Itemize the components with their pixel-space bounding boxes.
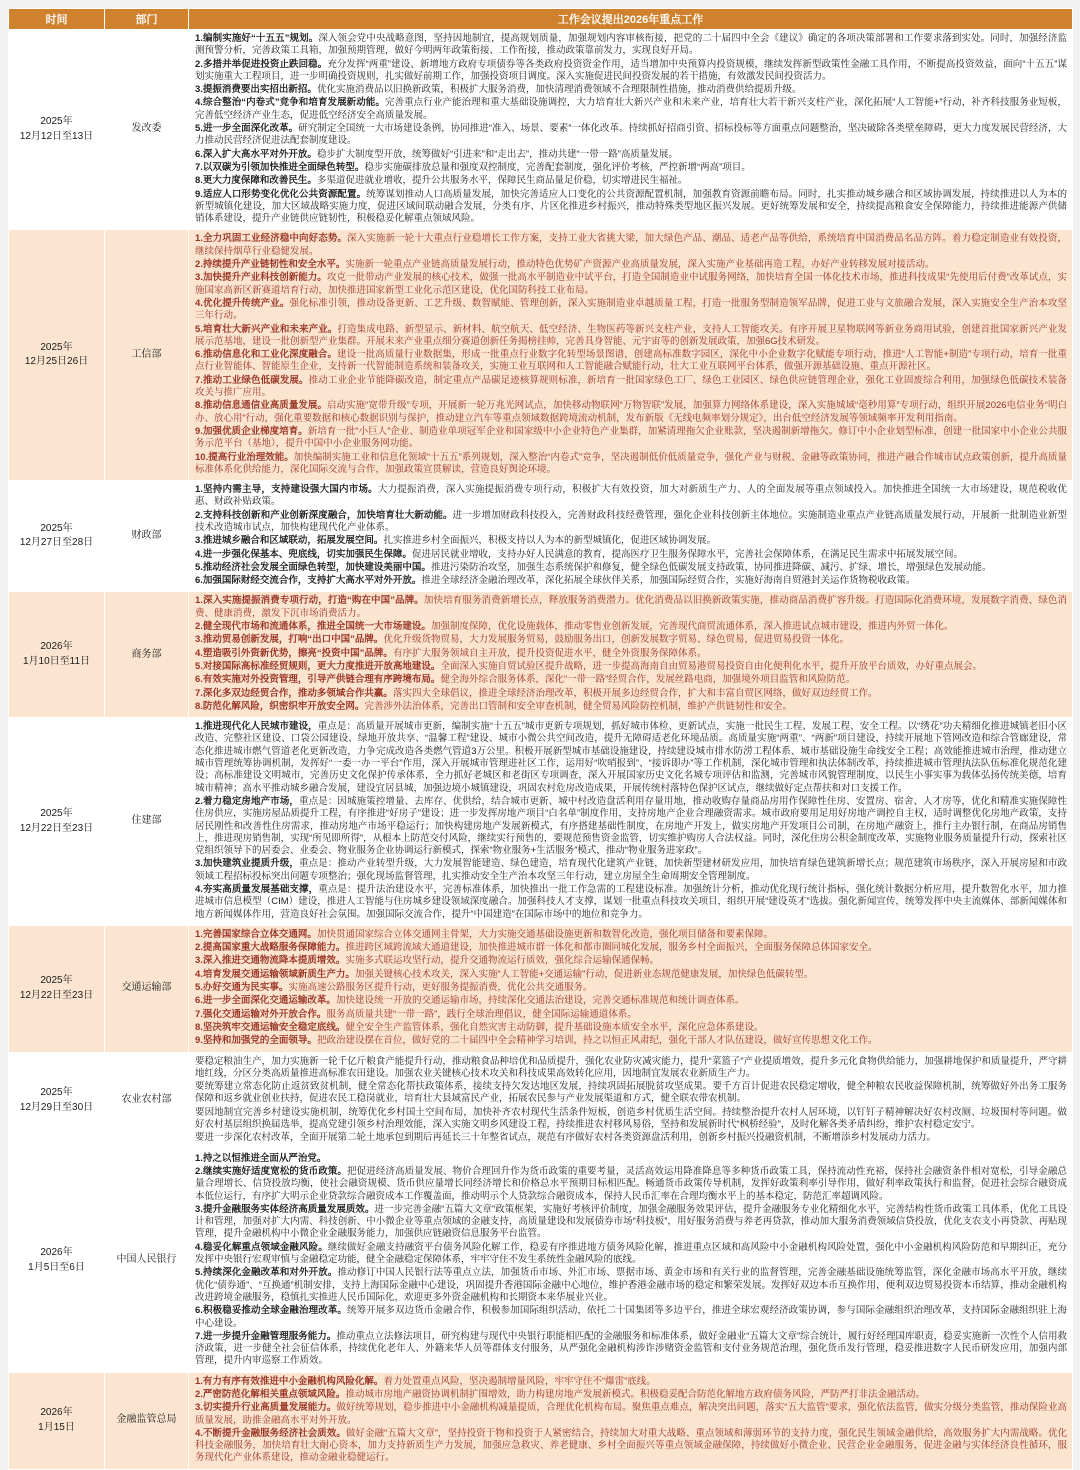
work-item: 4.稳妥化解重点领域金融风险。继续做好金融支持融资平台债务风险化解工作，稳妥有序推进地方债务风险化解，推进重点区域和高风险中小金融机构风险处置，强化中小金融机构风险防范和早期纠正，充分发挥中央银行宏观审慎与金融稳定功能，健全金融稳定保障体系，牢牢守住不发生系统性金融风险的底线。 [195, 1241, 1067, 1266]
work-item: 3.切实提升行业高质量发展能力。做好统筹规划，稳步推进中小金融机构减量提质，合理优化机构布局。聚焦重点难点，解决突出问题，落实“五大监管”要求，强化依法监管，做实分级分类监管，推动保险业高质量发展，助推金融高水平对外开放。 [195, 1402, 1067, 1426]
table-row [9, 925, 1073, 1052]
work-item: 10.提高行业治理效能。加快编制实施工业和信息化领域“十五五”系列规划，深入整治“内卷式”竞争，坚决遏制低价低质量竞争，强化产业与财税、金融等政策协同，推进产融合作城市试点政策创新，提升高质量标准体系化供给能力，深化国际交流与合作，加强政策宣贯解读，营造良好舆论环境。 [195, 451, 1067, 475]
work-item: 6.有效实施对外投资管理，引导产供链合理有序跨境布局。健全海外综合服务体系，深化“一带一路”经贸合作，发展丝路电商，加强境外项目监管和风险防范。 [195, 674, 856, 686]
header-time: 时间 [9, 9, 105, 30]
date-cell: 2025年 12月25日26日 [9, 230, 105, 481]
work-item: 2.着力稳定房地产市场，重点是：因城施策控增量、去库存、优供给，结合城市更新、城中村改造盘活利用存量用地，推动收购存量商品房用作保障性住房、安置房、宿舍、人才房等，优化和精准实施保障性住房供应，实施房屋品质提升工程，有序推进“好房子”建设；进一步发挥房地产项目“白名单”制度作用，支持房地产企业合理融资需求。城市政府要用足用好房地产调控自主权，适时调整优化房地产政策，支持居民刚性和改善性住房需求，推动房地产市场平稳运行；加快构建房地产发展新模式，有序搭建基础性制度，在房地产开发上，做实房地产开发项目公司制，在房地产融资上，推行主办银行制，在商品房销售上，推进现房销售制，实现“所见即所得”，从根本上防范交付风险，继续实行预售的，要规范预售资金监管，切实维护购房人合法权益。同时，深化住房公积金制度改革，实施物业服务质量提升行动，探索社区党组织领导下的居委会、业委会、物业服务企业协调运行新模式，探索“物业服务+生活服务”模式，推动“物业服务进家政”。 [195, 795, 1067, 857]
dept-cell: 工信部 [105, 230, 189, 481]
dept-cell: 商务部 [105, 592, 189, 718]
work-item: 7.进一步提升金融管理服务能力。推动重点立法修法项目，研究构建与现代中央银行职能相匹配的金融服务和标准体系，做好金融业“五篇大文章”综合统计，履行好经理国库职责，稳妥实施新一次性个人信用救济政策，进一步健全社会征信体系，持续优化老年人、外籍来华人员等群体支付服务，从严强化金融机构涉诈涉赌资金监管和支付业务规范治理，强化货币发行管理，稳妥推进数字人民币研发应用，加强内部管理，提升内审巡察工作质效。 [195, 1330, 1067, 1367]
work-item: 4.夯实高质量发展基础支撑，重点是：提升法治建设水平，完善标准体系，加快推出一批工作急需的工程建设标准。加强统计分析，推动优化现行统计指标，强化统计数据分析应用，提升数智化水平，加力推进城市信息模型（CIM）建设，推进人工智能与住房城乡建设领域深度融合。加强科技人才支撑，谋划一批重点科技攻关项目，组织开展“建设英才”选拔。强化新闻宣传，统筹发挥中央主流媒体、部新闻媒体和地方新闻媒体作用，营造良好社会氛围。加强国际交流合作，提升“中国建造”在国际市场中的地位和竞争力。 [195, 884, 1067, 920]
table-row [9, 718, 1073, 926]
table-row [9, 230, 1073, 481]
content-cell [189, 718, 1073, 926]
date-cell: 2025年 12月22日至23日 [9, 718, 105, 926]
work-item: 1.推进现代化人民城市建设，重点是：高质量开展城市更新，编制实施“十五五”城市更新专项规划，抓好城市体检、更新试点，实施一批民生工程、发展工程、安全工程。以“绣花”功夫精细化推进城镇老旧小区改造、完整社区建设、口袋公园建设、绿地开放共享、“温馨工程”建设、城市小微公共空间改造，提升无障碍适老化环境品质。高质量实施“两重”、“两新”项目建设，持续开展地下管网改造和综合管廊建设，常态化推进城市燃气管道老化更新改造，力争完成改造各类燃气管道3万公里。积极开展新型城市基础设施建设，持续建设城市排水防涝工程体系、城市基础设施生命线安全工程；高效能推进城市治理，推动建立城市管理统筹协调机制，发挥好“一委一办一平台”作用，深入开展城市管理进社区工作，运用好“吹哨报到”、“接诉即办”等工作机制，深化城市管理和执法体制改革，持续推进城市管理执法队伍标准化规范化建设；高标准建设文明城市，完善历史文化保护传承体系，全力抓好老城区和老街区专项调查，深入开展国家历史文化名城专项评估和监测，完善城市风貌管理制度，以民生小事实事为载体弘扬传统美德，培育城市精神；高水平推动城乡融合发展，建设宜居县城，加强边境小城镇建设，巩固农村危房改造成果，开展传统村落特色保护区试点，继续做好定点帮扶和对口支援工作。 [195, 721, 1067, 794]
work-item: 2.继续实施好适度宽松的货币政策。把促进经济高质量发展、物价合理回升作为货币政策的重要考量，灵活高效运用降准降息等多种货币政策工具，保持流动性充裕，保持社会融资条件相对宽松，引导金融总量合理增长、信贷投放均衡，使社会融资规模、货币供应量增长同经济增长和价格总水平预期目标相匹配。畅通货币政策传导机制，发挥好政策利率引导作用，做好利率政策执行和监督，促进社会综合融资成本低位运行，有序扩大明示企业贷款综合融资成本工作覆盖面，推动明示个人贷款综合融资成本，保持人民币汇率在合理均衡水平上的基本稳定，防范汇率超调风险。 [195, 1165, 1067, 1202]
work-item: 7.推动工业绿色低碳发展。推动工业企业节能降碳改造，制定重点产品碳足迹核算规则标准，新培育一批国家绿色工厂、绿色工业园区、绿色供应链管理企业，强化工业固废综合利用，加强绿色低碳技术装备攻关与推广应用。 [195, 374, 1067, 399]
work-item: 8.推动信息通信业高质量发展。启动实施“宽带升级”专项，开展新一轮万兆光网试点，加快移动物联网“万物智联”发展，加强算力网络体系建设，深入实施城域“毫秒用算”专项行动，组织开展2026电信业务“明白办、放心用”行动，强化重要数据和核心数据识别与保护，推动建立汽车等重点领域数据跨境流动机制，发布新版《无线电频率划分规定》，出台低空经济发展等领域频率开发利用指南。 [195, 400, 1067, 424]
table-row [9, 30, 1073, 230]
work-item: 7.深化多双边经贸合作，推动多领域合作共赢。落实四大全球倡议，推进全球经济治理改革，积极开展多边经贸合作，扩大和丰富自贸区网络，做好双边经贸工作。 [195, 687, 878, 699]
content-cell [189, 925, 1073, 1052]
work-item: 7.强化交通运输对外开放合作。服务高质量共建“一带一路”，践行全球治理倡议，健全国际运输通道体系。 [195, 1008, 637, 1020]
work-item: 7.以双碳为引领加快推进全面绿色转型。稳步实施碳排放总量和强度双控制度，完善配套制度，强化评价考核，严控新增“两高”项目。 [195, 161, 751, 173]
work-item: 6.进一步全面深化交通运输改革。加快建设统一开放的交通运输市场，持续深化交通法治建设，完善交通标准规范和统计调查体系。 [195, 995, 745, 1007]
work-item: 6.加强国际财经交流合作，支持扩大高水平对外开放。推进全球经济金融治理改革，深化拓展全球伙伴关系，加强国际经贸合作，实施好海南自贸港封关运作货物税收政策。 [195, 575, 916, 587]
work-item: 9.加强优质企业梯度培育。新培育一批“小巨人”企业、制造业单项冠军企业和国家级中小企业特色产业集群，加紧清理拖欠企业账款，坚决遏制新增拖欠。修订中小企业划型标准，创建一批国家中小企业公共服务示范平台（基地），提升中国中小企业服务网功能。 [195, 425, 1067, 450]
work-item: 6.推动信息化和工业化深度融合。建设一批高质量行业数据集，形成一批重点行业数字化转型场景图谱，创建高标准数字园区，深化中小企业数字化赋能专项行动，推进“人工智能+制造”专项行动，培育一批重点行业智能体、智能原生企业，支持新一代智能制造系统和装备攻关，实施工业互联网和人工智能融合赋能行动，壮大工业互联网平台体系，做强开源基础设施、重点开源社区。 [195, 349, 1067, 373]
work-item: 9.适应人口形势变化优化公共资源配置。统筹谋划推动人口高质量发展，加快完善适应人口变化的公共资源配置机制，加强教育资源前瞻布局。同时，扎实推动城乡融合和区域协调发展，持续推进以人为本的新型城镇化建设，加大区域战略实施力度，促进区域间联动融合发展，分类有序、片区化推进乡村振兴，推动特殊类型地区振兴发展。更好统筹发展和安全，持续提高粮食安全保障能力，持续推进能源产供储销体系建设，提升产业链供应链韧性，积极稳妥化解重点领域风险。 [195, 188, 1067, 225]
work-item: 4.不断提升金融服务经济社会质效。做好金融“五篇大文章”，坚持投资于物和投资于人紧密结合，持续加大对重大战略、重点领域和薄弱环节的支持力度，强化民生领域金融供给，高效服务扩大内需战略。优化科技金融服务，加快培育壮大耐心资本，加力支持新质生产力发展，加强应急救灾、养老健康、乡村全面振兴等重点领域金融保障，持续做好小微企业、民营企业金融服务，促进金融与实体经济良性循环，服务现代化产业体系建设，推动金融业稳健运行。 [195, 1427, 1067, 1464]
work-item: 2.持续提升产业链韧性和安全水平。实施新一轮重点产业链高质量发展行动，推动特色优势矿产资源产业高质量发展，深入实施产业基础再造工程，办好产业转移发展对接活动。 [195, 259, 935, 271]
work-item: 3.深入推进交通物流降本提质增效。实施多式联运攻坚行动，提升交通物流运行质效，强化综合运输保通保畅。 [195, 955, 659, 967]
work-item: 3.提升金融服务实体经济高质量发展质效。进一步完善金融“五篇大文章”政策框架，实施好考核评价制度，加强金融服务效果评估，提升金融服务专业化精细化水平，完善结构性货币政策工具体系，优化工具设计和管理，加强对扩大内需、科技创新、中小微企业等重点领域的金融支持，高质量建设和发展债券市场“科技板”，用好服务消费与养老再贷款，推动加大服务消费领域信贷投放，优化支农支小再贷款、再贴现管理，提升金融机构中小微企业金融服务能力，加强供应链融资信息服务平台监管。 [195, 1203, 1067, 1240]
date-cell: 2025年 12月27日至28日 [9, 481, 105, 592]
work-item: 2.多措并举促进投资止跌回稳。充分发挥“两重”建设、新增地方政府专项债券等各类政府投资资金作用，适当增加中央预算内投资规模，继续发挥新型政策性金融工具作用，不断提高投资效益，面向“十五五”谋划实施重大工程项目，进一步明确投资规则，扎实做好前期工作，加强投资项目调度。深入实施促进民间投资发展的若干措施，有效激发民间投资活力。 [195, 58, 1067, 82]
work-item: 1.有力有序有效推进中小金融机构风险化解。着力处置重点风险，坚决遏制增量风险，牢牢守住不“爆雷”底线。 [195, 1375, 656, 1387]
work-item: 1.持之以恒推进全面从严治党。 [195, 1152, 327, 1164]
work-item: 要稳定粮油生产，加力实施新一轮千亿斤粮食产能提升行动，推动粮食品种培优和品质提升，强化农业防灾减灾能力，提升“菜篮子”产业提质增效，提升多元化食物供给能力，加强耕地保护和质量提升，严守耕地红线，分区分类高质量推进高标准农田建设。加强农业关键核心技术攻关和科技成果高效转化应用，因地制宜发展农业新质生产力。 [195, 1055, 1067, 1079]
work-item: 2.支持科技创新和产业创新深度融合，加快培育壮大新动能。进一步增加财政科技投入，完善财政科技经费管理，强化企业科技创新主体地位。实施制造业重点产业链高质量发展行动，开展新一批制造业新型技术改造城市试点，加快构建现代化产业体系。 [195, 509, 1067, 533]
date-cell: 2026年 1月15日 [9, 1372, 105, 1469]
work-item: 4.综合整治“内卷式”竞争和培育发展新动能。完善重点行业产能治理和重大基础设施调控，大力培育壮大新兴产业和未来产业，培育壮大若干新兴支柱产业，深化拓展“人工智能+”行动，补齐科技服务业短板，完善低空经济产业生态，促进低空经济安全高质量发展。 [195, 97, 1067, 121]
dept-cell: 财政部 [105, 481, 189, 592]
page [8, 8, 1072, 1470]
work-item: 2.健全现代市场和流通体系，推进全国统一大市场建设。加强制度保障，优化设施载体，推动零售业创新发展，完善现代商贸流通体系，深入推进试点城市建设，推进内外贸一体化。 [195, 621, 954, 633]
work-item: 8.更大力度保障和改善民生。多渠道促进就业增收，提升公共服务水平，保障民生商品量足价稳，切实增进民生福祉。 [195, 175, 688, 187]
header-dept: 部门 [105, 9, 189, 30]
work-item: 8.防范化解风险，织密织牢开放安全网。完善涉外法治体系，完善出口管制和安全审查机制，健全贸易风险防控机制，维护产供链韧性和安全。 [195, 700, 792, 712]
work-item: 9.坚持和加强党的全面领导。把政治建设摆在首位，做好党的二十届四中全会精神学习培训，持之以恒正风肃纪，强化干部人才队伍建设，做好宣传思想文化工作。 [195, 1035, 878, 1047]
work-item: 5.对接国际高标准经贸规则，更大力度推进开放高地建设。全面深入实施自贸试验区提升战略，进一步提高海南自由贸易港贸易投资自由化便利化水平，提升开放平台质效，办好重点展会。 [195, 660, 982, 672]
content-cell [189, 592, 1073, 718]
content-cell [189, 1372, 1073, 1469]
date-cell: 2025年 12月22日至23日 [9, 925, 105, 1052]
content-cell [189, 230, 1073, 481]
work-item: 3.加快建筑业提质升级，重点是：推动产业转型升级，大力发展智能建造、绿色建造，培育现代化建筑产业链，加快新型建材研发应用，加快培育绿色建筑新增长点；规范建筑市场秩序，深入开展房屋和市政领域工程招标投标突出问题专项整治；强化现场监督管理，扎实推动安全生产治本攻坚三年行动，建立房屋全生命周期安全管理制度。 [195, 858, 1067, 882]
work-item: 5.培育壮大新兴产业和未来产业。打造集成电路、新型显示、新材料、航空航天、低空经济、生物医药等新兴支柱产业，支持人工智能攻关。有序开展卫星物联网等新业务商用试验，创建首批国家新兴产业发展示范基地，建设一批创新型产业集群。开展未来产业重点细分赛道创新任务揭榜挂帅，完善具身智能、元宇宙等的创新发展政策，加强6G技术研发。 [195, 323, 1067, 347]
work-item: 3.加快提升产业科技创新能力。攻克一批带动产业发展的核心技术，做强一批高水平制造业中试平台，打造全国制造业中试服务网络，加快培育全国一体化技术市场，推进科技成果“先使用后付费”改革试点，实施国家高新区新赛道培育行动，加快推进国家新型工业化示范区建设，优化国防科技工业布局。 [195, 272, 1067, 296]
work-item: 4.培育发展交通运输领域新质生产力。加强关键核心技术攻关，深入实施“人工智能+交通运输”行动，促进新业态规范健康发展，加快绿色低碳转型。 [195, 968, 814, 980]
table-row [9, 481, 1073, 592]
date-cell: 2026年 1月5日至6日 [9, 1149, 105, 1372]
content-cell [189, 481, 1073, 592]
content-cell [189, 1052, 1073, 1149]
dept-cell: 交通运输部 [105, 925, 189, 1052]
work-item: 1.全力巩固工业经济稳中向好态势。深入实施新一轮十大重点行业稳增长工作方案，支持工业大省挑大梁，加大绿色产品、潮品、适老产品等供给，系统培育中国消费品名品方阵。着力稳定制造业有效投资，继续保持烟草行业稳健发展。 [195, 233, 1067, 257]
dept-cell: 住建部 [105, 718, 189, 926]
work-item: 1.编制实施好“十五五”规划。深入领会党中央战略意图，坚持因地制宜，提高规划质量，加强规划内容审核衔接，把党的二十届四中全会《建议》确定的各项决策部署和工作要求落到实处。同时，加强经济监测预警分析，完善政策工具箱，加强预期管理，做好今明两年政策衔接、工作衔接，推动政策靠前发力，实现良好开局。 [195, 33, 1067, 57]
work-item: 要统筹建立常态化防止返贫致贫机制，健全常态化帮扶政策体系，接续支持欠发达地区发展，持续巩固拓展脱贫攻坚成果。要千方百计促进农民稳定增收，健全种粮农民收益保障机制，统筹做好外出务工服务保障和返乡就业创业扶持，促进农民工稳岗就业，培育壮大县域富民产业，拓展农民参与产业发展渠道和方式，健全联农带农机制。 [195, 1081, 1067, 1105]
work-item: 要因地制宜完善乡村建设实施机制，统筹优化乡村国土空间布局，加快补齐农村现代生活条件短板，创造乡村优质生活空间。持续整治提升农村人居环境，以钉钉子精神解决好农村改厕、垃圾围村等问题。做好农村基层组织换届选举，提高党建引领乡村治理效能，深入实施文明乡风建设工程，持续推进农村移风易俗，坚持和发展新时代“枫桥经验”，及时化解各类矛盾纠纷，维护农村稳定安宁。 [195, 1106, 1067, 1131]
work-item: 5.进一步全面深化改革。研究制定全国统一大市场建设条例，协同推进“准入、场景、要素”一体化改革。持续抓好招商引资、招标投标等方面重点问题整治，坚决破除各类壁垒障碍，更大力度发展民营经济，大力推动民营经济促进法配套制度建设。 [195, 123, 1067, 147]
work-item: 2.严密防范化解相关重点领域风险。推动城市房地产融资协调机制扩围增效，助力构建房地产发展新模式。积极稳妥配合防范化解地方政府债务风险，严防严打非法金融活动。 [195, 1388, 925, 1400]
header-work: 工作会议提出2026年重点工作 [189, 9, 1073, 30]
work-item: 5.推动经济社会发展全面绿色转型，加快建设美丽中国。推进污染防治攻坚，加强生态系统保护和修复，健全绿色低碳发展支持政策，协同推进降碳、减污、扩绿、增长，增强绿色发展动能。 [195, 561, 992, 573]
work-item: 3.提振消费要出实招出新招。优化实施消费品以旧换新政策，积极扩大服务消费，加快清理消费领域不合理限制性措施，推动消费供给提质升级。 [195, 84, 802, 96]
work-item: 8.坚决筑牢交通运输安全稳定底线。健全安全生产监管体系，强化自然灾害主动防御，提升基础设施本质安全水平，深化应急体系建设。 [195, 1021, 764, 1033]
dept-cell: 中国人民银行 [105, 1149, 189, 1372]
work-item: 5.办好交通为民实事。实施高速公路服务区提升行动，更好服务提振消费，优化公共交通服务。 [195, 982, 593, 994]
table-row [9, 1052, 1073, 1149]
table-body [9, 30, 1073, 1470]
work-item: 3.推进城乡融合和区域联动，拓展发展空间。扎实推进乡村全面振兴，积极支持以人为本的新型城镇化，促进区域协调发展。 [195, 535, 716, 547]
dept-cell: 农业农村部 [105, 1052, 189, 1149]
content-cell [189, 1149, 1073, 1372]
dept-cell: 发改委 [105, 30, 189, 230]
work-item: 1.深入实施提振消费专项行动，打造“购在中国”品牌。加快培育服务消费新增长点，释放服务消费潜力。优化消费品以旧换新政策实施，推动商品消费扩容升级。打造国际化消费环境，发展数字消费、绿色消费、健康消费，激发下沉市场消费活力。 [195, 595, 1067, 619]
work-item: 要进一步深化农村改革，全面开展第二轮土地承包到期后再延长三十年整省试点，规范有序做好农村各类资源盘活利用，创新乡村振兴投融资机制，不断增添乡村发展动力活力。 [195, 1132, 937, 1144]
work-item: 4.塑造吸引外资新优势，擦亮“投资中国”品牌。有序扩大服务领域自主开放，提升投资促进水平，健全外资服务保障体系。 [195, 647, 707, 659]
work-item: 3.推动贸易创新发展，打响“出口中国”品牌。优化升级货物贸易，大力发展服务贸易，鼓励服务出口，创新发展数字贸易、绿色贸易，促进贸易投资一体化。 [195, 634, 849, 646]
date-cell: 2025年 12月29日至30日 [9, 1052, 105, 1149]
work-item: 6.积极稳妥推动全球金融治理改革。统筹开展多双边货币金融合作，积极参加国际组织活动，依托二十国集团等多边平台，推进全球宏观经济政策协调，参与国际金融组织治理改革，支持国际金融组织驻上海中心建设。 [195, 1305, 1067, 1329]
dept-cell: 金融监管总局 [105, 1372, 189, 1469]
date-cell: 2026年 1月10日至11日 [9, 592, 105, 718]
table-row [9, 592, 1073, 718]
table-header-row [9, 9, 1073, 30]
work-item: 1.坚持内需主导，支持建设强大国内市场。大力提振消费，深入实施提振消费专项行动，积极扩大有效投资，加大对新质生产力、人的全面发展等重点领域投入。加快推进全国统一大市场建设，规范税收优惠、财政补贴政策。 [195, 484, 1067, 508]
content-cell [189, 30, 1073, 230]
work-item: 5.持续深化金融改革和对外开放。推动修订中国人民银行法等重点立法，加强货币市场、外汇市场、票据市场、黄金市场和有关行业的监督管理，完善金融基础设施统筹监管，深化金融市场高水平开放，继续优化“债券通”、“互换通”机制安排，支持上海国际金融中心建设，巩固提升香港国际金融中心地位，维护香港金融市场的稳定和繁荣发展。发挥好双边本币互换作用，便利双边贸易投资本币结算，推动金融机构改进跨境金融服务，稳慎扎实推进人民币国际化，欢迎更多外资金融机构和长期资本来华展业兴业。 [195, 1267, 1067, 1303]
table-row [9, 1372, 1073, 1469]
work-item: 6.深入扩大高水平对外开放。稳步扩大制度型开放，统筹做好“引进来”和“走出去”，推动共建“一带一路”高质量发展。 [195, 148, 678, 160]
work-item: 4.优化提升传统产业。强化标准引领，推动设备更新、工艺升级、数智赋能、管理创新，深入实施制造业卓越质量工程，打造一批服务型制造领军品牌，促进工业与文旅融合发展，深入实施安全生产治本攻坚三年行动。 [195, 297, 1067, 322]
key-work-table [8, 8, 1073, 1470]
work-item: 4.进一步强化保基本、兜底线，切实加强民生保障。促进居民就业增收，支持办好人民满意的教育，提高医疗卫生服务保障水平，完善社会保障体系，在满足民生需求中拓展发展空间。 [195, 548, 963, 560]
work-item: 1.完善国家综合立体交通网。加快贯通国家综合立体交通网主骨架，大力实施交通基础设施更新和数智化改造，强化项目储备和要素保障。 [195, 928, 773, 940]
date-cell: 2025年 12月12日至13日 [9, 30, 105, 230]
table-row [9, 1149, 1073, 1372]
work-item: 2.提高国家重大战略服务保障能力。推进跨区域跨流域大通道建设，加快推进城市群一体化和都市圈同城化发展，服务乡村全面振兴，全面服务保障总体国家安全。 [195, 942, 878, 954]
